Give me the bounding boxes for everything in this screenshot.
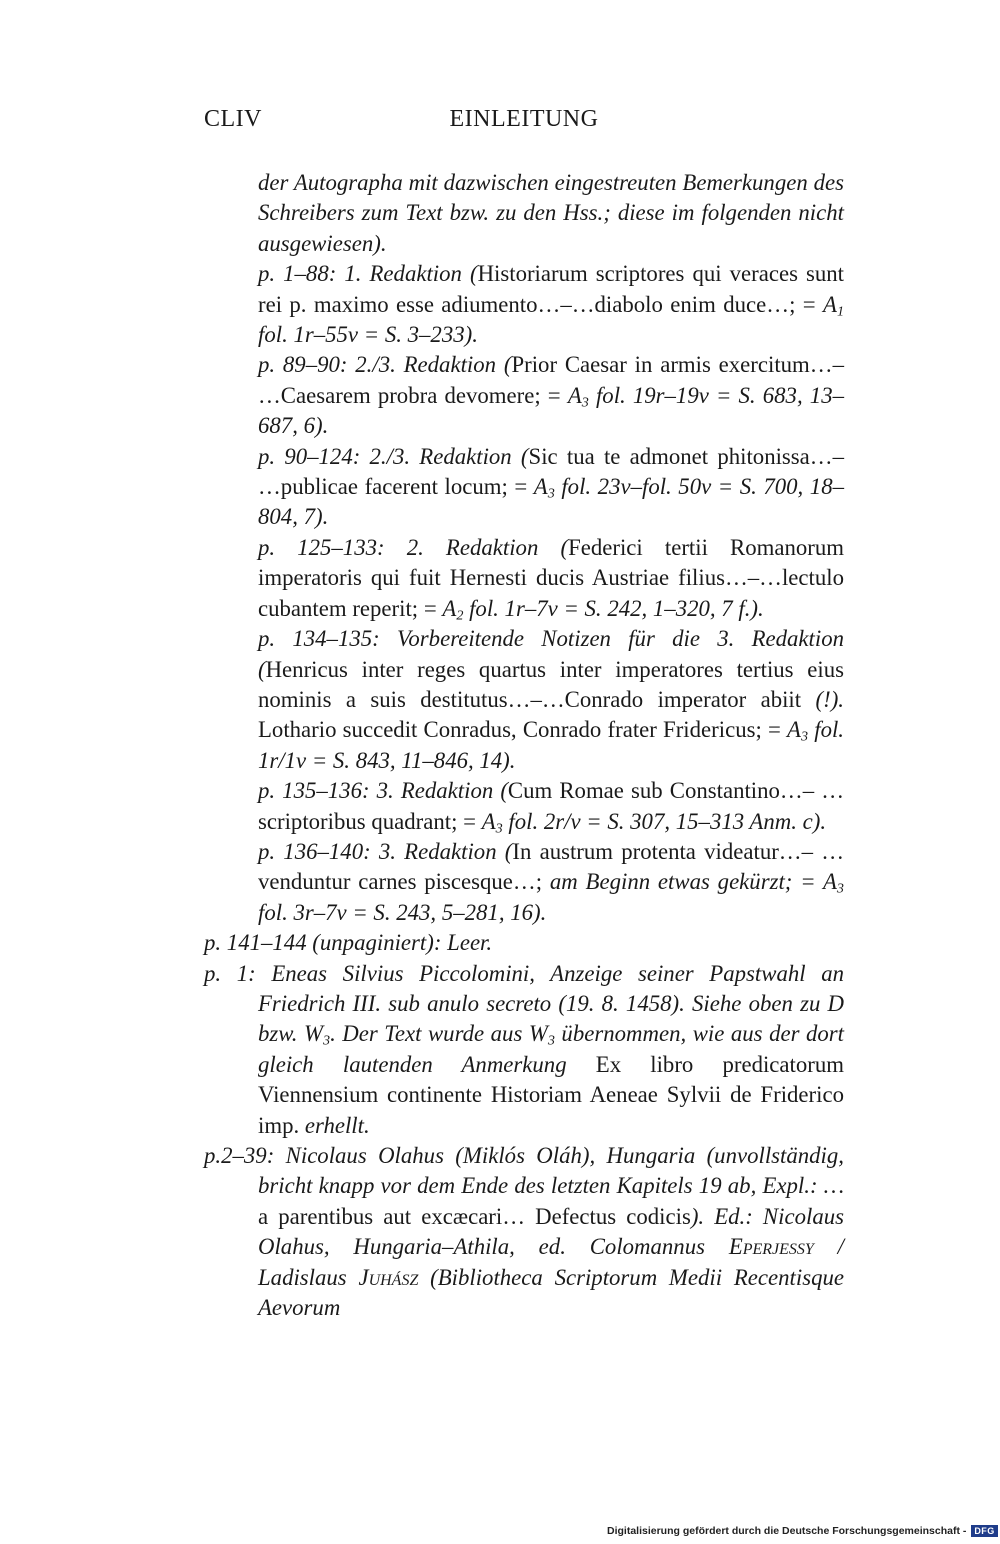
entry-text: p. 141–144 (unpaginiert): Leer. xyxy=(204,930,493,956)
entry-exclamation: (!). xyxy=(815,686,844,712)
entry-quote: Henricus inter reges quartus inter imperatores tertius eius nominis a suis destitutus…–…Conrado imperator abiit xyxy=(258,656,844,712)
entry-p1 xyxy=(204,959,844,1141)
entry-p89-90 xyxy=(204,350,844,441)
siglum: A xyxy=(567,382,582,408)
entry-text-2: . Der Text wurde aus W xyxy=(330,1021,548,1047)
siglum-sub: 3 xyxy=(547,1032,555,1049)
footer-credit xyxy=(607,1525,995,1541)
entry-ref: p. 1–88: 1. Redaktion ( xyxy=(258,261,478,287)
entry-p136-140 xyxy=(204,837,844,928)
entry-text-3: übernommen, wie aus der dort gleich lautenden Anmerkung xyxy=(258,1021,844,1077)
entry-tail: fol. 1r–55v = S. 3–233). xyxy=(258,322,478,348)
entry-ref: p. 135–136: 3. Redaktion ( xyxy=(258,778,508,804)
entry-quote: In austrum protenta videatur…– …venduntur carnes piscesque…; xyxy=(258,838,844,895)
entry-ref: p. 89–90: 2./3. Redaktion ( xyxy=(258,352,512,378)
entry-p135-136 xyxy=(204,776,844,837)
footer-text: Digitalisierung gefördert durch die Deutsche Forschungsgemeinschaft - xyxy=(607,1525,970,1537)
entry-text-4: (Bibliotheca Scriptorum Medii Recentisque Aevorum xyxy=(258,1264,844,1321)
body-text xyxy=(204,168,844,1323)
entry-ref: p. 90–124: 2./3. Redaktion ( xyxy=(258,443,529,469)
running-title: EINLEITUNG xyxy=(449,106,599,132)
entry-p134-135 xyxy=(204,624,844,776)
entry-p1-88 xyxy=(204,259,844,350)
dfg-logo: DFG xyxy=(971,1525,998,1537)
entry-quote: Ex libro predicatorum Viennensium continente Historiam Aeneae Sylvii de Friderico imp. xyxy=(258,1051,845,1138)
siglum-sub: 3 xyxy=(323,1032,331,1049)
entry-quote: a parentibus aut excæcari… Defectus codicis xyxy=(258,1203,691,1229)
entry-tail: fol. 19r–19v = S. 683, 13– 687, 6). xyxy=(258,382,844,439)
entry-quote: Cum Romae sub Constantino…– …scriptoribus quadrant; = xyxy=(258,778,845,834)
siglum: A xyxy=(481,808,496,834)
intro-text: der Autographa mit dazwischen eingestreuten Bemerkungen des Schreibers zum Text bzw. zu den Hss.; diese im folgenden nicht ausgewiesen). xyxy=(258,170,844,256)
entry-tail: fol. 1r/1v = S. 843, 11–846, 14). xyxy=(258,717,844,773)
siglum: A xyxy=(533,474,548,500)
entry-quote: Federici tertii Romanorum imperatoris qui fuit Hernesti ducis Austriae filius…–…lectulo cubantem reperit; = xyxy=(258,534,845,621)
entry-quote-cont: Lothario succedit Conradus, Conrado frater Fridericus; = xyxy=(258,717,788,743)
entry-note: am Beginn etwas gekürzt; = xyxy=(549,869,823,895)
entry-p90-124 xyxy=(204,442,844,533)
entry-quote: Prior Caesar in armis exercitum…– …Caesarem probra devomere; = xyxy=(258,352,844,408)
entry-text-3: / Ladislaus xyxy=(258,1234,844,1290)
siglum-sub: 3 xyxy=(800,728,809,745)
entry-p141-144 xyxy=(204,928,844,958)
siglum-sub: 3 xyxy=(836,880,844,897)
entry-tail: fol. 2r/v = S. 307, 15–313 Anm. c). xyxy=(502,808,827,834)
entry-quote: Sic tua te admonet phitonissa…– …publicae facerent locum; = xyxy=(258,443,844,500)
siglum-sub: 2 xyxy=(456,607,464,624)
entry-p2-39 xyxy=(204,1141,844,1323)
entry-text: p. 1: Eneas Silvius Piccolomini, Anzeige seiner Papstwahl an Friedrich III. sub anulo secreto (19. 8. 1458). Siehe oben zu D bzw. W xyxy=(204,960,844,1047)
siglum: A xyxy=(787,717,801,743)
entry-text: p.2–39: Nicolaus Olahus (Miklós Oláh), Hungaria (unvollständig, bricht knapp vor dem Ende des letzten Kapitels 19 ab, Expl.: … xyxy=(204,1143,844,1199)
entry-text-2: ). Ed.: Nicolaus Olahus, Hungaria–Athila, ed. Colomannus xyxy=(258,1203,844,1260)
entry-text-4: erhellt. xyxy=(299,1112,370,1138)
siglum: A xyxy=(442,595,457,621)
editor-name: Eperjessy xyxy=(728,1234,814,1260)
page-number: CLIV xyxy=(204,106,262,132)
siglum-sub: 3 xyxy=(581,394,589,411)
entry-ref: p. 134–135: Vorbereitende Notizen für die 3. Redaktion ( xyxy=(258,626,844,682)
entry-p125-133 xyxy=(204,533,844,624)
siglum: A xyxy=(823,291,837,317)
intro-paragraph xyxy=(204,168,844,259)
siglum-sub: 1 xyxy=(836,303,844,320)
editor-name: Juhász xyxy=(358,1264,419,1290)
running-head xyxy=(0,106,1000,136)
siglum-sub: 3 xyxy=(495,820,503,837)
entry-ref: p. 125–133: 2. Redaktion ( xyxy=(258,534,569,560)
entry-tail: fol. 3r–7v = S. 243, 5–281, 16). xyxy=(258,899,547,925)
siglum-sub: 3 xyxy=(547,485,555,502)
entry-quote: Historiarum scriptores qui veraces sunt rei p. maximo esse adiumento…–…diabolo enim duce…; = xyxy=(258,261,844,317)
siglum: A xyxy=(822,869,837,895)
entry-ref: p. 136–140: 3. Redaktion ( xyxy=(258,838,513,864)
entry-tail: fol. 1r–7v = S. 242, 1–320, 7 f.). xyxy=(463,595,764,621)
entry-tail: fol. 23v–fol. 50v = S. 700, 18– 804, 7). xyxy=(258,474,844,530)
